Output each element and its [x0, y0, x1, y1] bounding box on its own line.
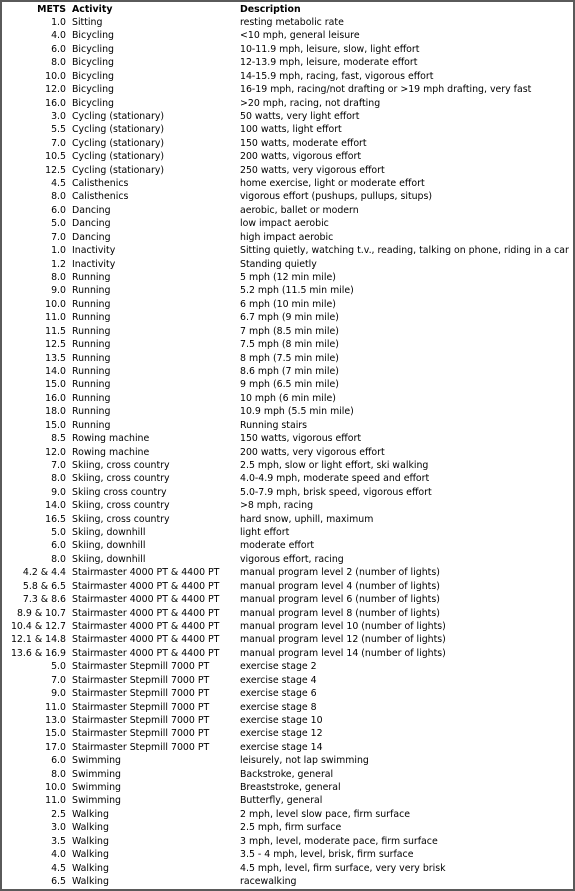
table-row	[2, 848, 569, 861]
table-row	[2, 419, 569, 432]
table-row	[2, 499, 569, 512]
activity-cell: Walking	[72, 822, 109, 834]
activity-cell: Inactivity	[72, 258, 116, 270]
table-row	[2, 566, 569, 579]
mets-cell: 10.5	[45, 151, 66, 163]
description-cell: exercise stage 8	[240, 701, 317, 713]
table-row	[2, 432, 569, 445]
mets-cell: 9.0	[51, 486, 66, 498]
mets-cell: 7.0	[51, 231, 66, 243]
activity-cell: Bicycling	[72, 70, 114, 82]
activity-cell: Stairmaster Stepmill 7000 PT	[72, 661, 210, 673]
description-cell: 14-15.9 mph, racing, fast, vigorous effort	[240, 70, 434, 82]
activity-cell: Running	[72, 325, 111, 337]
description-cell: moderate effort	[240, 540, 315, 552]
table-row	[2, 110, 569, 123]
activity-cell: Cycling (stationary)	[72, 137, 165, 149]
table-row	[2, 325, 569, 338]
mets-cell: 10.0	[45, 782, 66, 794]
mets-cell: 14.0	[45, 500, 66, 512]
activity-cell: Swimming	[72, 755, 121, 767]
mets-cell: 8.0	[51, 57, 66, 69]
mets-cell: 5.0	[51, 527, 66, 539]
activity-cell: Stairmaster Stepmill 7000 PT	[72, 714, 210, 726]
table-row	[2, 633, 569, 646]
mets-cell: 13.6 & 16.9	[10, 647, 66, 659]
table-row	[2, 580, 569, 593]
description-cell: 5 mph (12 min mile)	[240, 272, 336, 284]
table-row	[2, 687, 569, 700]
description-cell: 10.9 mph (5.5 min mile)	[240, 406, 354, 418]
description-cell: home exercise, light or moderate effort	[240, 178, 425, 190]
table-row	[2, 190, 569, 203]
mets-cell: 10.0	[45, 298, 66, 310]
activity-cell: Rowing machine	[72, 446, 150, 458]
description-cell: exercise stage 10	[240, 714, 323, 726]
mets-cell: 7.0	[51, 459, 66, 471]
activity-cell: Skiing, cross country	[72, 473, 170, 485]
description-cell: <10 mph, general leisure	[240, 30, 360, 42]
mets-cell: 1.0	[51, 245, 66, 257]
activity-cell: Skiing, downhill	[72, 553, 146, 565]
table-row	[2, 56, 569, 69]
description-cell: 2.5 mph, firm surface	[240, 822, 342, 834]
activity-cell: Walking	[72, 862, 109, 874]
table-row	[2, 754, 569, 767]
table-row	[2, 164, 569, 177]
activity-cell: Dancing	[72, 218, 111, 230]
mets-cell: 12.0	[45, 446, 66, 458]
activity-cell: Running	[72, 406, 111, 418]
mets-cell: 11.0	[45, 312, 66, 324]
description-cell: Backstroke, general	[240, 768, 334, 780]
description-cell: 2 mph, level slow pace, firm surface	[240, 808, 411, 820]
mets-cell: 6.0	[51, 540, 66, 552]
table-row	[2, 177, 569, 190]
description-cell: low impact aerobic	[240, 218, 329, 230]
activity-cell: Walking	[72, 849, 109, 861]
mets-cell: 8.0	[51, 473, 66, 485]
table-row	[2, 875, 569, 888]
description-cell: 4.0-4.9 mph, moderate speed and effort	[240, 473, 430, 485]
description-cell: leisurely, not lap swimming	[240, 755, 369, 767]
description-cell: manual program level 8 (number of lights)	[240, 607, 440, 619]
activity-cell: Running	[72, 285, 111, 297]
description-cell: 3.5 - 4 mph, level, brisk, firm surface	[240, 849, 414, 861]
mets-cell: 10.4 & 12.7	[10, 620, 66, 632]
table-row	[2, 794, 569, 807]
activity-cell: Cycling (stationary)	[72, 151, 165, 163]
activity-cell: Running	[72, 272, 111, 284]
table-row	[2, 526, 569, 539]
mets-cell: 11.5	[45, 325, 66, 337]
activity-cell: Skiing cross country	[72, 486, 167, 498]
description-cell: 3 mph, level, moderate pace, firm surface	[240, 835, 438, 847]
table-row	[2, 137, 569, 150]
activity-cell: Running	[72, 392, 111, 404]
description-cell: exercise stage 4	[240, 674, 317, 686]
activity-cell: Skiing, cross country	[72, 459, 170, 471]
activity-cell: Stairmaster 4000 PT & 4400 PT	[72, 647, 220, 659]
mets-cell: 16.5	[45, 513, 66, 525]
mets-cell: 13.0	[45, 714, 66, 726]
mets-cell: 5.5	[51, 124, 66, 136]
activity-cell: Stairmaster 4000 PT & 4400 PT	[72, 607, 220, 619]
mets-cell: 4.0	[51, 30, 66, 42]
mets-cell: 3.5	[51, 835, 66, 847]
mets-cell: 8.0	[51, 768, 66, 780]
description-cell: 16-19 mph, racing/not drafting or >19 mph drafting, very fast	[240, 84, 532, 96]
activity-cell: Stairmaster Stepmill 7000 PT	[72, 688, 210, 700]
table-row	[2, 284, 569, 297]
description-cell: 6 mph (10 min mile)	[240, 298, 336, 310]
description-cell: Running stairs	[240, 419, 308, 431]
mets-cell: 12.5	[45, 164, 66, 176]
description-cell: manual program level 12 (number of lights)	[240, 634, 446, 646]
table-row	[2, 714, 569, 727]
mets-cell: 6.0	[51, 43, 66, 55]
activity-cell: Dancing	[72, 231, 111, 243]
description-cell: exercise stage 14	[240, 741, 323, 753]
mets-cell: 4.0	[51, 849, 66, 861]
activity-cell: Cycling (stationary)	[72, 124, 165, 136]
description-cell: vigorous effort (pushups, pullups, situps)	[240, 191, 433, 203]
activity-cell: Stairmaster Stepmill 7000 PT	[72, 701, 210, 713]
description-cell: 4.5 mph, level, firm surface, very very brisk	[240, 862, 446, 874]
table-row	[2, 727, 569, 740]
description-cell: exercise stage 6	[240, 688, 317, 700]
activity-cell: Running	[72, 352, 111, 364]
column-header-mets: METS	[37, 4, 66, 15]
description-cell: exercise stage 12	[240, 728, 323, 740]
table-row	[2, 29, 569, 42]
mets-cell: 3.0	[51, 822, 66, 834]
mets-cell: 6.0	[51, 204, 66, 216]
table-row	[2, 16, 569, 29]
table-row	[2, 862, 569, 875]
mets-cell: 5.8 & 6.5	[22, 580, 66, 592]
mets-cell: 14.0	[45, 365, 66, 377]
description-cell: 200 watts, very vigorous effort	[240, 446, 385, 458]
description-cell: 150 watts, moderate effort	[240, 137, 367, 149]
description-cell: 8.6 mph (7 min mile)	[240, 365, 339, 377]
description-cell: Butterfly, general	[240, 795, 323, 807]
column-header-description: Description	[240, 4, 301, 15]
mets-table	[2, 3, 569, 888]
table-row	[2, 539, 569, 552]
mets-cell: 8.0	[51, 272, 66, 284]
description-cell: 10-11.9 mph, leisure, slow, light effort	[240, 43, 420, 55]
table-row	[2, 83, 569, 96]
description-cell: 8 mph (7.5 min mile)	[240, 352, 339, 364]
description-cell: 200 watts, vigorous effort	[240, 151, 362, 163]
mets-cell: 15.0	[45, 419, 66, 431]
description-cell: exercise stage 2	[240, 661, 317, 673]
mets-cell: 6.5	[51, 876, 66, 887]
activity-cell: Skiing, cross country	[72, 500, 170, 512]
table-row	[2, 459, 569, 472]
description-cell: 5.2 mph (11.5 min mile)	[240, 285, 354, 297]
table-row	[2, 808, 569, 821]
table-row	[2, 43, 569, 56]
table-row	[2, 298, 569, 311]
activity-cell: Skiing, downhill	[72, 527, 146, 539]
description-cell: 100 watts, light effort	[240, 124, 342, 136]
table-row	[2, 553, 569, 566]
table-row	[2, 231, 569, 244]
mets-cell: 16.0	[45, 97, 66, 109]
mets-cell: 16.0	[45, 392, 66, 404]
table-row	[2, 607, 569, 620]
activity-cell: Skiing, downhill	[72, 540, 146, 552]
activity-cell: Swimming	[72, 768, 121, 780]
mets-cell: 8.0	[51, 191, 66, 203]
table-row	[2, 365, 569, 378]
description-cell: manual program level 10 (number of lights)	[240, 620, 446, 632]
table-row	[2, 311, 569, 324]
table-row	[2, 244, 569, 257]
table-row	[2, 674, 569, 687]
mets-cell: 4.5	[51, 178, 66, 190]
description-cell: Sitting quietly, watching t.v., reading, talking on phone, riding in a car	[240, 245, 569, 257]
mets-cell: 11.0	[45, 701, 66, 713]
description-cell: 7.5 mph (8 min mile)	[240, 339, 339, 351]
activity-cell: Stairmaster Stepmill 7000 PT	[72, 674, 210, 686]
description-cell: resting metabolic rate	[240, 17, 344, 28]
description-cell: racewalking	[240, 876, 297, 887]
activity-cell: Cycling (stationary)	[72, 164, 165, 176]
table-row	[2, 647, 569, 660]
description-cell: manual program level 14 (number of lights)	[240, 647, 446, 659]
mets-cell: 3.0	[51, 110, 66, 122]
table-row	[2, 472, 569, 485]
description-cell: 10 mph (6 min mile)	[240, 392, 336, 404]
table-row	[2, 405, 569, 418]
activity-cell: Stairmaster 4000 PT & 4400 PT	[72, 634, 220, 646]
description-cell: 2.5 mph, slow or light effort, ski walking	[240, 459, 429, 471]
table-row	[2, 593, 569, 606]
description-cell: >8 mph, racing	[240, 500, 314, 512]
mets-cell: 6.0	[51, 755, 66, 767]
table-row	[2, 513, 569, 526]
mets-cell: 13.5	[45, 352, 66, 364]
table-row	[2, 701, 569, 714]
table-row	[2, 392, 569, 405]
activity-cell: Stairmaster Stepmill 7000 PT	[72, 728, 210, 740]
activity-cell: Bicycling	[72, 84, 114, 96]
mets-cell: 12.0	[45, 84, 66, 96]
description-cell: high impact aerobic	[240, 231, 334, 243]
mets-cell: 1.2	[51, 258, 66, 270]
mets-cell: 17.0	[45, 741, 66, 753]
activity-cell: Bicycling	[72, 57, 114, 69]
table-row	[2, 204, 569, 217]
mets-cell: 12.5	[45, 339, 66, 351]
activity-cell: Bicycling	[72, 97, 114, 109]
activity-cell: Running	[72, 379, 111, 391]
activity-cell: Walking	[72, 808, 109, 820]
activity-cell: Stairmaster 4000 PT & 4400 PT	[72, 594, 220, 606]
mets-cell: 2.5	[51, 808, 66, 820]
mets-cell: 1.0	[51, 17, 66, 28]
description-cell: 250 watts, very vigorous effort	[240, 164, 385, 176]
mets-cell: 12.1 & 14.8	[10, 634, 66, 646]
mets-cell: 9.0	[51, 688, 66, 700]
table-row	[2, 768, 569, 781]
table-row	[2, 378, 569, 391]
description-cell: manual program level 6 (number of lights)	[240, 594, 440, 606]
table-row	[2, 271, 569, 284]
table-row	[2, 123, 569, 136]
activity-cell: Inactivity	[72, 245, 116, 257]
activity-cell: Stairmaster 4000 PT & 4400 PT	[72, 620, 220, 632]
mets-cell: 4.2 & 4.4	[22, 567, 66, 579]
description-cell: 7 mph (8.5 min mile)	[240, 325, 339, 337]
activity-cell: Skiing, cross country	[72, 513, 170, 525]
description-cell: Standing quietly	[240, 258, 317, 270]
table-row	[2, 338, 569, 351]
activity-cell: Bicycling	[72, 30, 114, 42]
activity-cell: Running	[72, 312, 111, 324]
description-cell: 5.0-7.9 mph, brisk speed, vigorous effort	[240, 486, 432, 498]
activity-cell: Swimming	[72, 782, 121, 794]
table-row	[2, 217, 569, 230]
activity-cell: Stairmaster 4000 PT & 4400 PT	[72, 567, 220, 579]
mets-cell: 10.0	[45, 70, 66, 82]
mets-cell: 5.0	[51, 218, 66, 230]
activity-cell: Running	[72, 339, 111, 351]
mets-cell: 15.0	[45, 728, 66, 740]
mets-cell: 7.0	[51, 674, 66, 686]
mets-cell: 8.5	[51, 433, 66, 445]
activity-cell: Stairmaster 4000 PT & 4400 PT	[72, 580, 220, 592]
description-cell: 50 watts, very light effort	[240, 110, 360, 122]
activity-cell: Calisthenics	[72, 191, 129, 203]
table-row	[2, 835, 569, 848]
mets-cell: 8.0	[51, 553, 66, 565]
activity-cell: Rowing machine	[72, 433, 150, 445]
description-cell: Breaststroke, general	[240, 782, 341, 794]
activity-cell: Running	[72, 419, 111, 431]
activity-cell: Walking	[72, 835, 109, 847]
description-cell: 150 watts, vigorous effort	[240, 433, 362, 445]
mets-cell: 4.5	[51, 862, 66, 874]
table-header-row	[2, 3, 569, 16]
mets-cell: 7.3 & 8.6	[22, 594, 66, 606]
description-cell: 9 mph (6.5 min mile)	[240, 379, 339, 391]
activity-cell: Swimming	[72, 795, 121, 807]
description-cell: aerobic, ballet or modern	[240, 204, 359, 216]
table-row	[2, 486, 569, 499]
activity-cell: Bicycling	[72, 43, 114, 55]
description-cell: vigorous effort, racing	[240, 553, 344, 565]
table-row	[2, 821, 569, 834]
description-cell: light effort	[240, 527, 290, 539]
table-row	[2, 620, 569, 633]
description-cell: >20 mph, racing, not drafting	[240, 97, 381, 109]
table-row	[2, 781, 569, 794]
activity-cell: Running	[72, 365, 111, 377]
activity-cell: Stairmaster Stepmill 7000 PT	[72, 741, 210, 753]
table-row	[2, 741, 569, 754]
activity-cell: Walking	[72, 876, 109, 887]
mets-cell: 18.0	[45, 406, 66, 418]
mets-cell: 7.0	[51, 137, 66, 149]
table-row	[2, 352, 569, 365]
table-body	[2, 16, 569, 888]
table-row	[2, 97, 569, 110]
mets-cell: 15.0	[45, 379, 66, 391]
activity-cell: Running	[72, 298, 111, 310]
activity-cell: Sitting	[72, 17, 103, 28]
table-row	[2, 70, 569, 83]
description-cell: hard snow, uphill, maximum	[240, 513, 374, 525]
table-row	[2, 446, 569, 459]
activity-cell: Calisthenics	[72, 178, 129, 190]
mets-cell: 5.0	[51, 661, 66, 673]
mets-cell: 9.0	[51, 285, 66, 297]
description-cell: manual program level 4 (number of lights)	[240, 580, 440, 592]
activity-cell: Dancing	[72, 204, 111, 216]
table-row	[2, 150, 569, 163]
description-cell: manual program level 2 (number of lights)	[240, 567, 440, 579]
description-cell: 12-13.9 mph, leisure, moderate effort	[240, 57, 418, 69]
mets-cell: 11.0	[45, 795, 66, 807]
description-cell: 6.7 mph (9 min mile)	[240, 312, 339, 324]
table-row	[2, 258, 569, 271]
table-row	[2, 660, 569, 673]
column-header-activity: Activity	[72, 4, 113, 15]
activity-cell: Cycling (stationary)	[72, 110, 165, 122]
mets-cell: 8.9 & 10.7	[16, 607, 66, 619]
